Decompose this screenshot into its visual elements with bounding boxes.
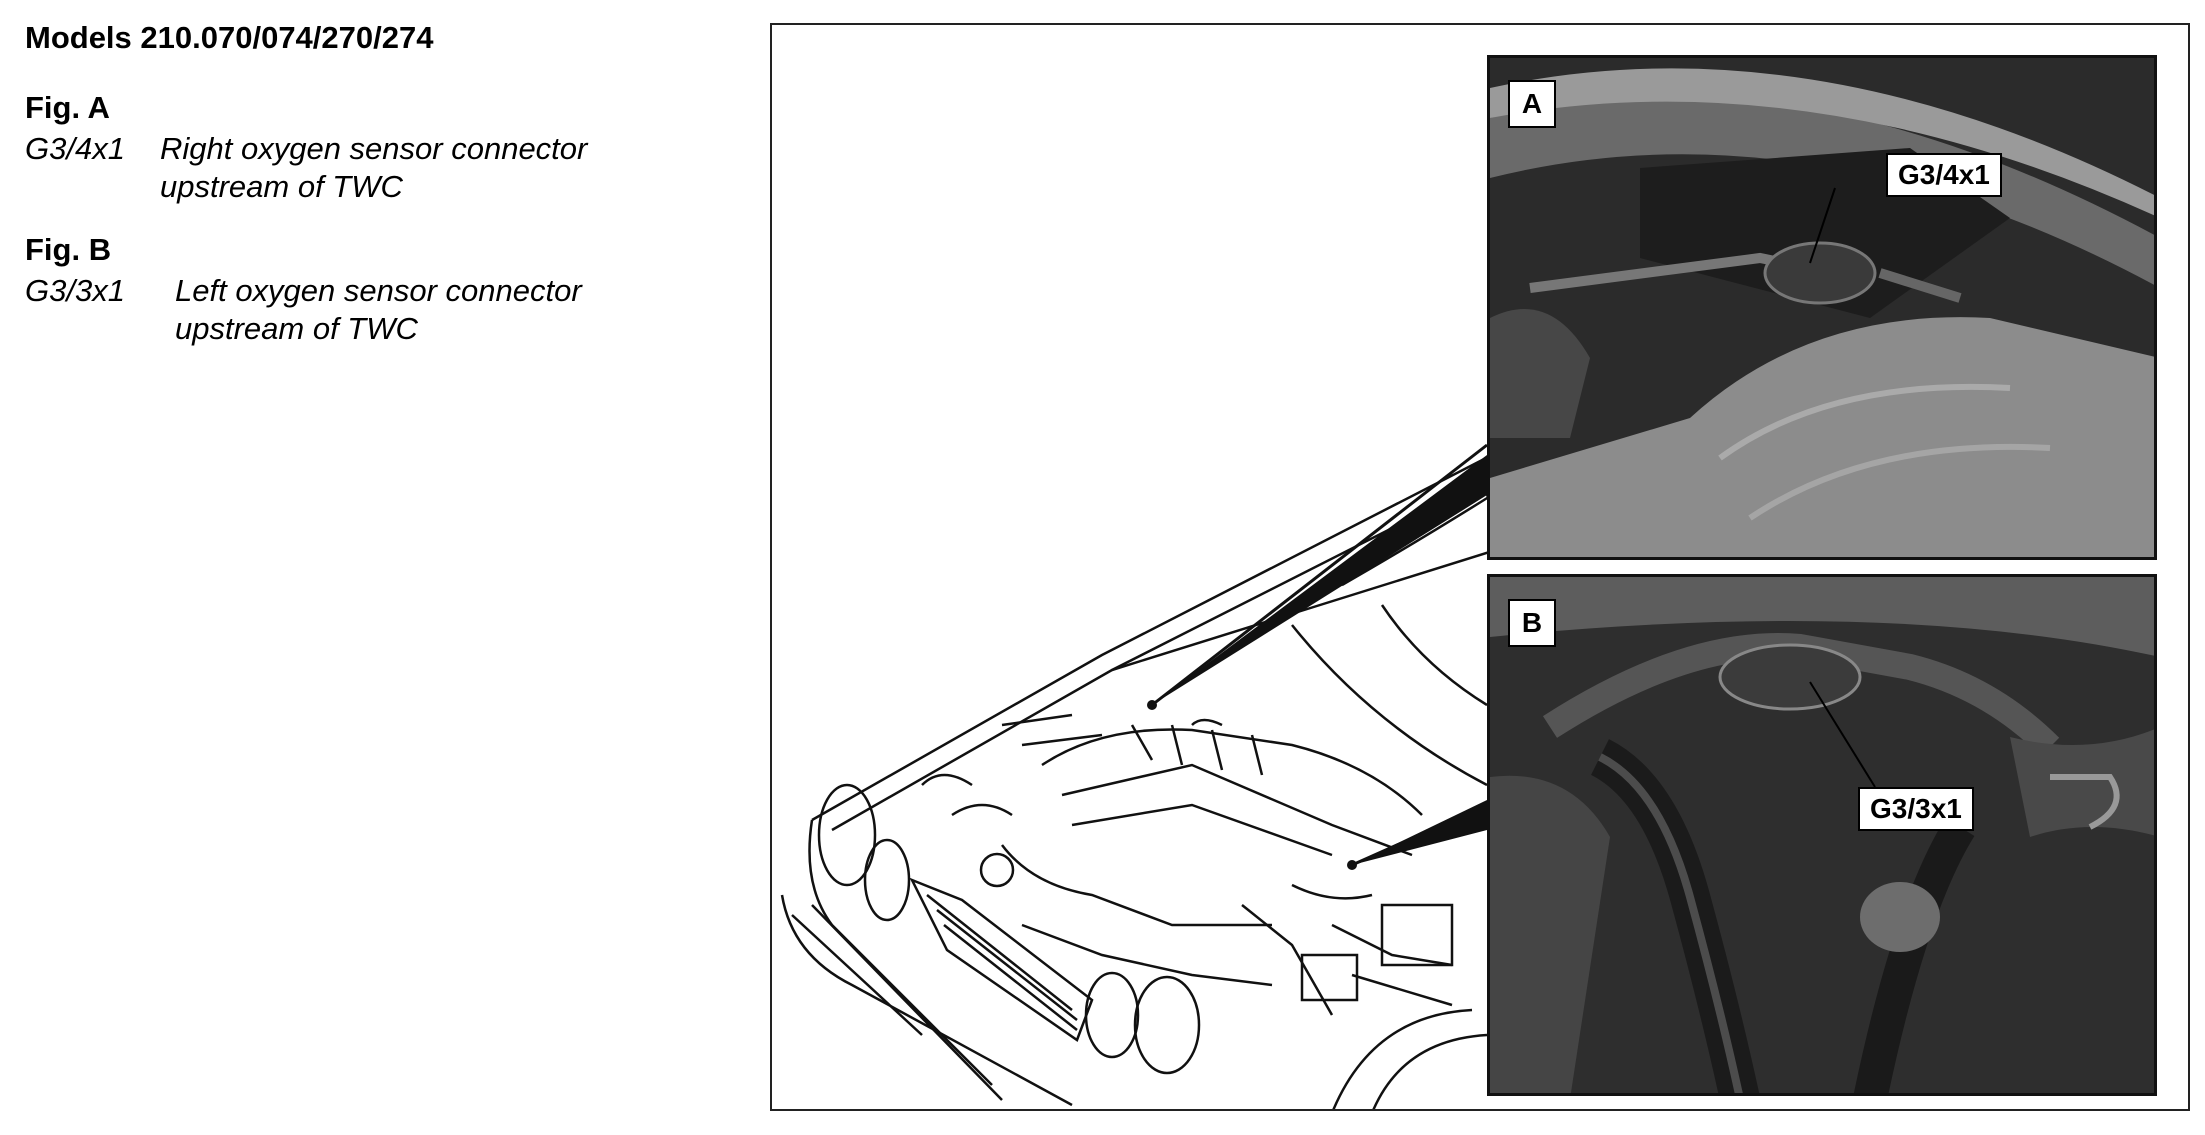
fig-b-code: G3/3x1: [25, 273, 125, 308]
fig-a-entry: [25, 130, 725, 206]
inset-b-letter: B: [1508, 599, 1556, 647]
inset-b-scene: [1490, 577, 2157, 1096]
fig-b-desc-line1: Left oxygen sensor connector: [175, 273, 582, 308]
inset-photo-a: [1487, 55, 2157, 560]
fig-a-description: [160, 130, 587, 206]
fig-a-desc-line1: Right oxygen sensor connector: [160, 131, 588, 166]
page-title: Models 210.070/074/270/274: [25, 20, 434, 55]
figure-frame: [770, 23, 2190, 1111]
fig-b-entry: [25, 272, 725, 348]
inset-a-letter: A: [1508, 80, 1556, 128]
fig-a-code: G3/4x1: [25, 131, 125, 166]
inset-a-callout: G3/4x1: [1886, 153, 2002, 197]
fig-a-desc-line2: upstream of TWC: [160, 169, 403, 204]
fig-b-description: [175, 272, 582, 348]
inset-photo-b: [1487, 574, 2157, 1096]
inset-a-scene: [1490, 58, 2157, 560]
fig-b-heading: Fig. B: [25, 232, 112, 267]
inset-b-callout: G3/3x1: [1858, 787, 1974, 831]
fig-a-heading: Fig. A: [25, 90, 110, 125]
fig-b-desc-line2: upstream of TWC: [175, 311, 418, 346]
legend: [25, 20, 725, 374]
